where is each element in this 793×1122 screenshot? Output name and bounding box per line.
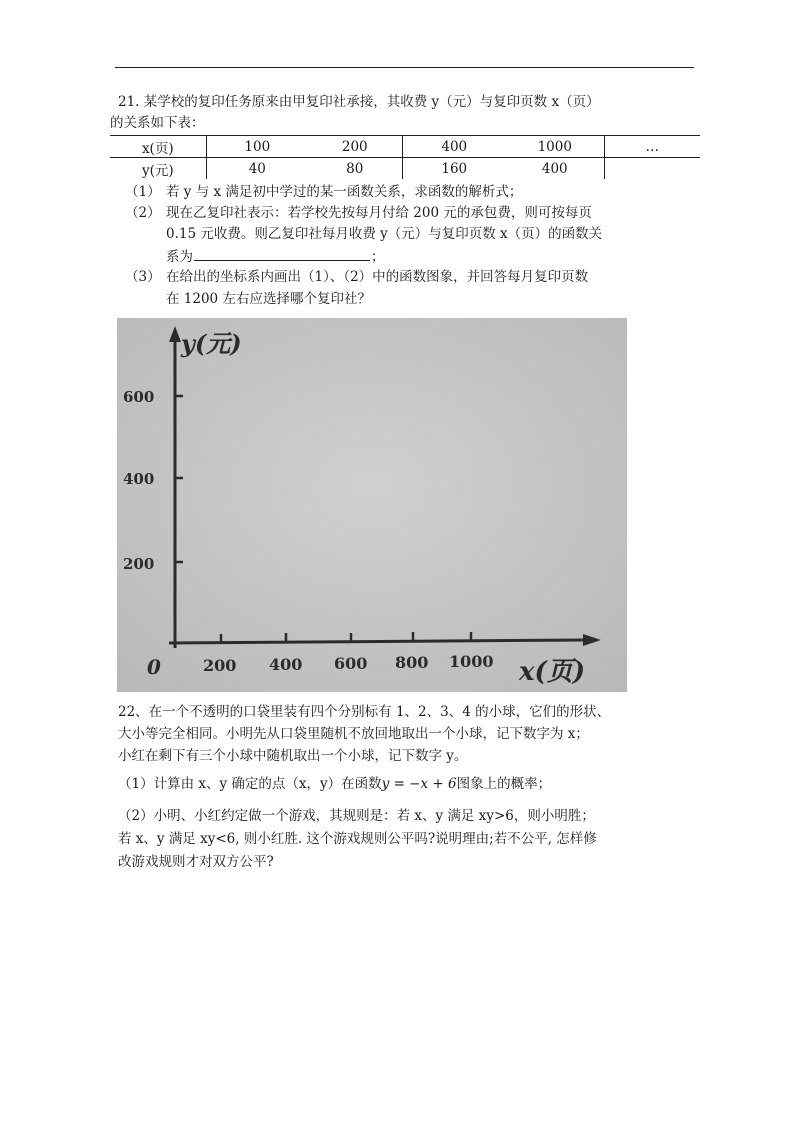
q21-stem-line2: 的关系如下表： <box>110 115 205 131</box>
header-rule <box>115 67 694 68</box>
q22-part2-line1: （2）小明、小红约定做一个游戏，其规则是：若 x、y 满足 xy>6，则小明胜； <box>118 808 595 824</box>
q22-part2-line2: 若 x、y 满足 xy<6, 则小红胜. 这个游戏规则公平吗?说明理由;若不公平, 怎样修 <box>118 831 597 847</box>
photo-background <box>117 318 627 692</box>
q22-part1-suffix: 图象上的概率； <box>456 776 552 792</box>
table-cell: 400 <box>506 158 604 180</box>
q21-sub1-text: 若 y 与 x 满足初中学过的某一函数关系，求函数的解析式； <box>166 184 523 200</box>
q21-sub3-number: （3） <box>125 269 161 285</box>
table-row-y <box>110 158 700 180</box>
q21-fee-table <box>110 135 700 179</box>
table-cell: 400 <box>402 136 506 158</box>
y-tick-label: 200 <box>123 555 155 573</box>
q21-sub2-line3-suffix: ； <box>371 249 385 265</box>
q22-part1-equation: y = −x + 6 <box>381 776 457 792</box>
table-cell: 40 <box>248 160 266 177</box>
q22-part1 <box>118 774 551 794</box>
q21-stem-line1: 21. 某学校的复印任务原来由甲复印社承接，其收费 y（元）与复印页数 x（页） <box>118 94 600 110</box>
table-cell: 200 <box>308 136 402 158</box>
q22-stem-line2: 大小等完全相同。小明先从口袋里随机不放回地取出一个小球，记下数字为 x； <box>118 726 589 742</box>
x-tick-label: 1000 <box>449 652 494 671</box>
x-tick-label: 800 <box>395 653 429 672</box>
table-cell: 1000 <box>506 136 604 158</box>
table-cell-x-label: x(页) <box>110 136 206 158</box>
q21-sub2-line2: 0.15 元收费。则乙复印社每月收费 y（元）与复印页数 x（页）的函数关 <box>166 226 603 242</box>
x-axis-label: x(页) <box>519 657 586 687</box>
table-row-x <box>110 136 700 158</box>
q22-stem-line3: 小红在剩下有三个小球中随机取出一个小球，记下数字 y。 <box>118 748 468 764</box>
coordinate-axes <box>117 318 627 692</box>
y-axis-label: y(元) <box>181 329 242 358</box>
table-cell: 160 <box>441 160 468 177</box>
q21-sub3-line2: 在 1200 左右应选择哪个复印社？ <box>166 291 371 307</box>
q21-sub2-line3 <box>166 246 385 267</box>
q21-sub2-line1: 现在乙复印社表示：若学校先按每月付给 200 元的承包费，则可按每页 <box>166 205 592 221</box>
x-tick-label: 600 <box>334 654 368 673</box>
table-cell <box>604 158 700 180</box>
table-cell-y-label: y(元) <box>110 158 206 180</box>
q22-part2-line3: 改游戏规则才对双方公平? <box>118 854 274 870</box>
y-tick-label: 600 <box>123 388 155 406</box>
q21-sub3-line1: 在给出的坐标系内画出（1）、（2）中的函数图象，并回答每月复印页数 <box>166 269 589 285</box>
q21-sub1-number: （1） <box>125 184 161 200</box>
answer-blank[interactable] <box>194 246 370 261</box>
q21-sub2-line3-prefix: 系为 <box>166 249 193 265</box>
coordinate-grid-photo <box>117 318 627 692</box>
q22-stem-line1: 22、在一个不透明的口袋里装有四个分别标有 1、2、3、4 的小球，它们的形状、 <box>118 704 611 720</box>
origin-label: 0 <box>147 655 161 679</box>
table-cell: 80 <box>308 158 402 180</box>
q21-sub2-number: （2） <box>125 205 161 221</box>
y-tick-label: 400 <box>123 470 155 488</box>
x-tick-label: 200 <box>203 656 237 675</box>
q22-part1-prefix: （1）计算由 x、y 确定的点（x，y）在函数 <box>118 776 382 792</box>
x-tick-label: 400 <box>269 655 303 674</box>
table-cell: 100 <box>206 136 308 158</box>
table-cell-ellipsis: … <box>604 136 700 158</box>
